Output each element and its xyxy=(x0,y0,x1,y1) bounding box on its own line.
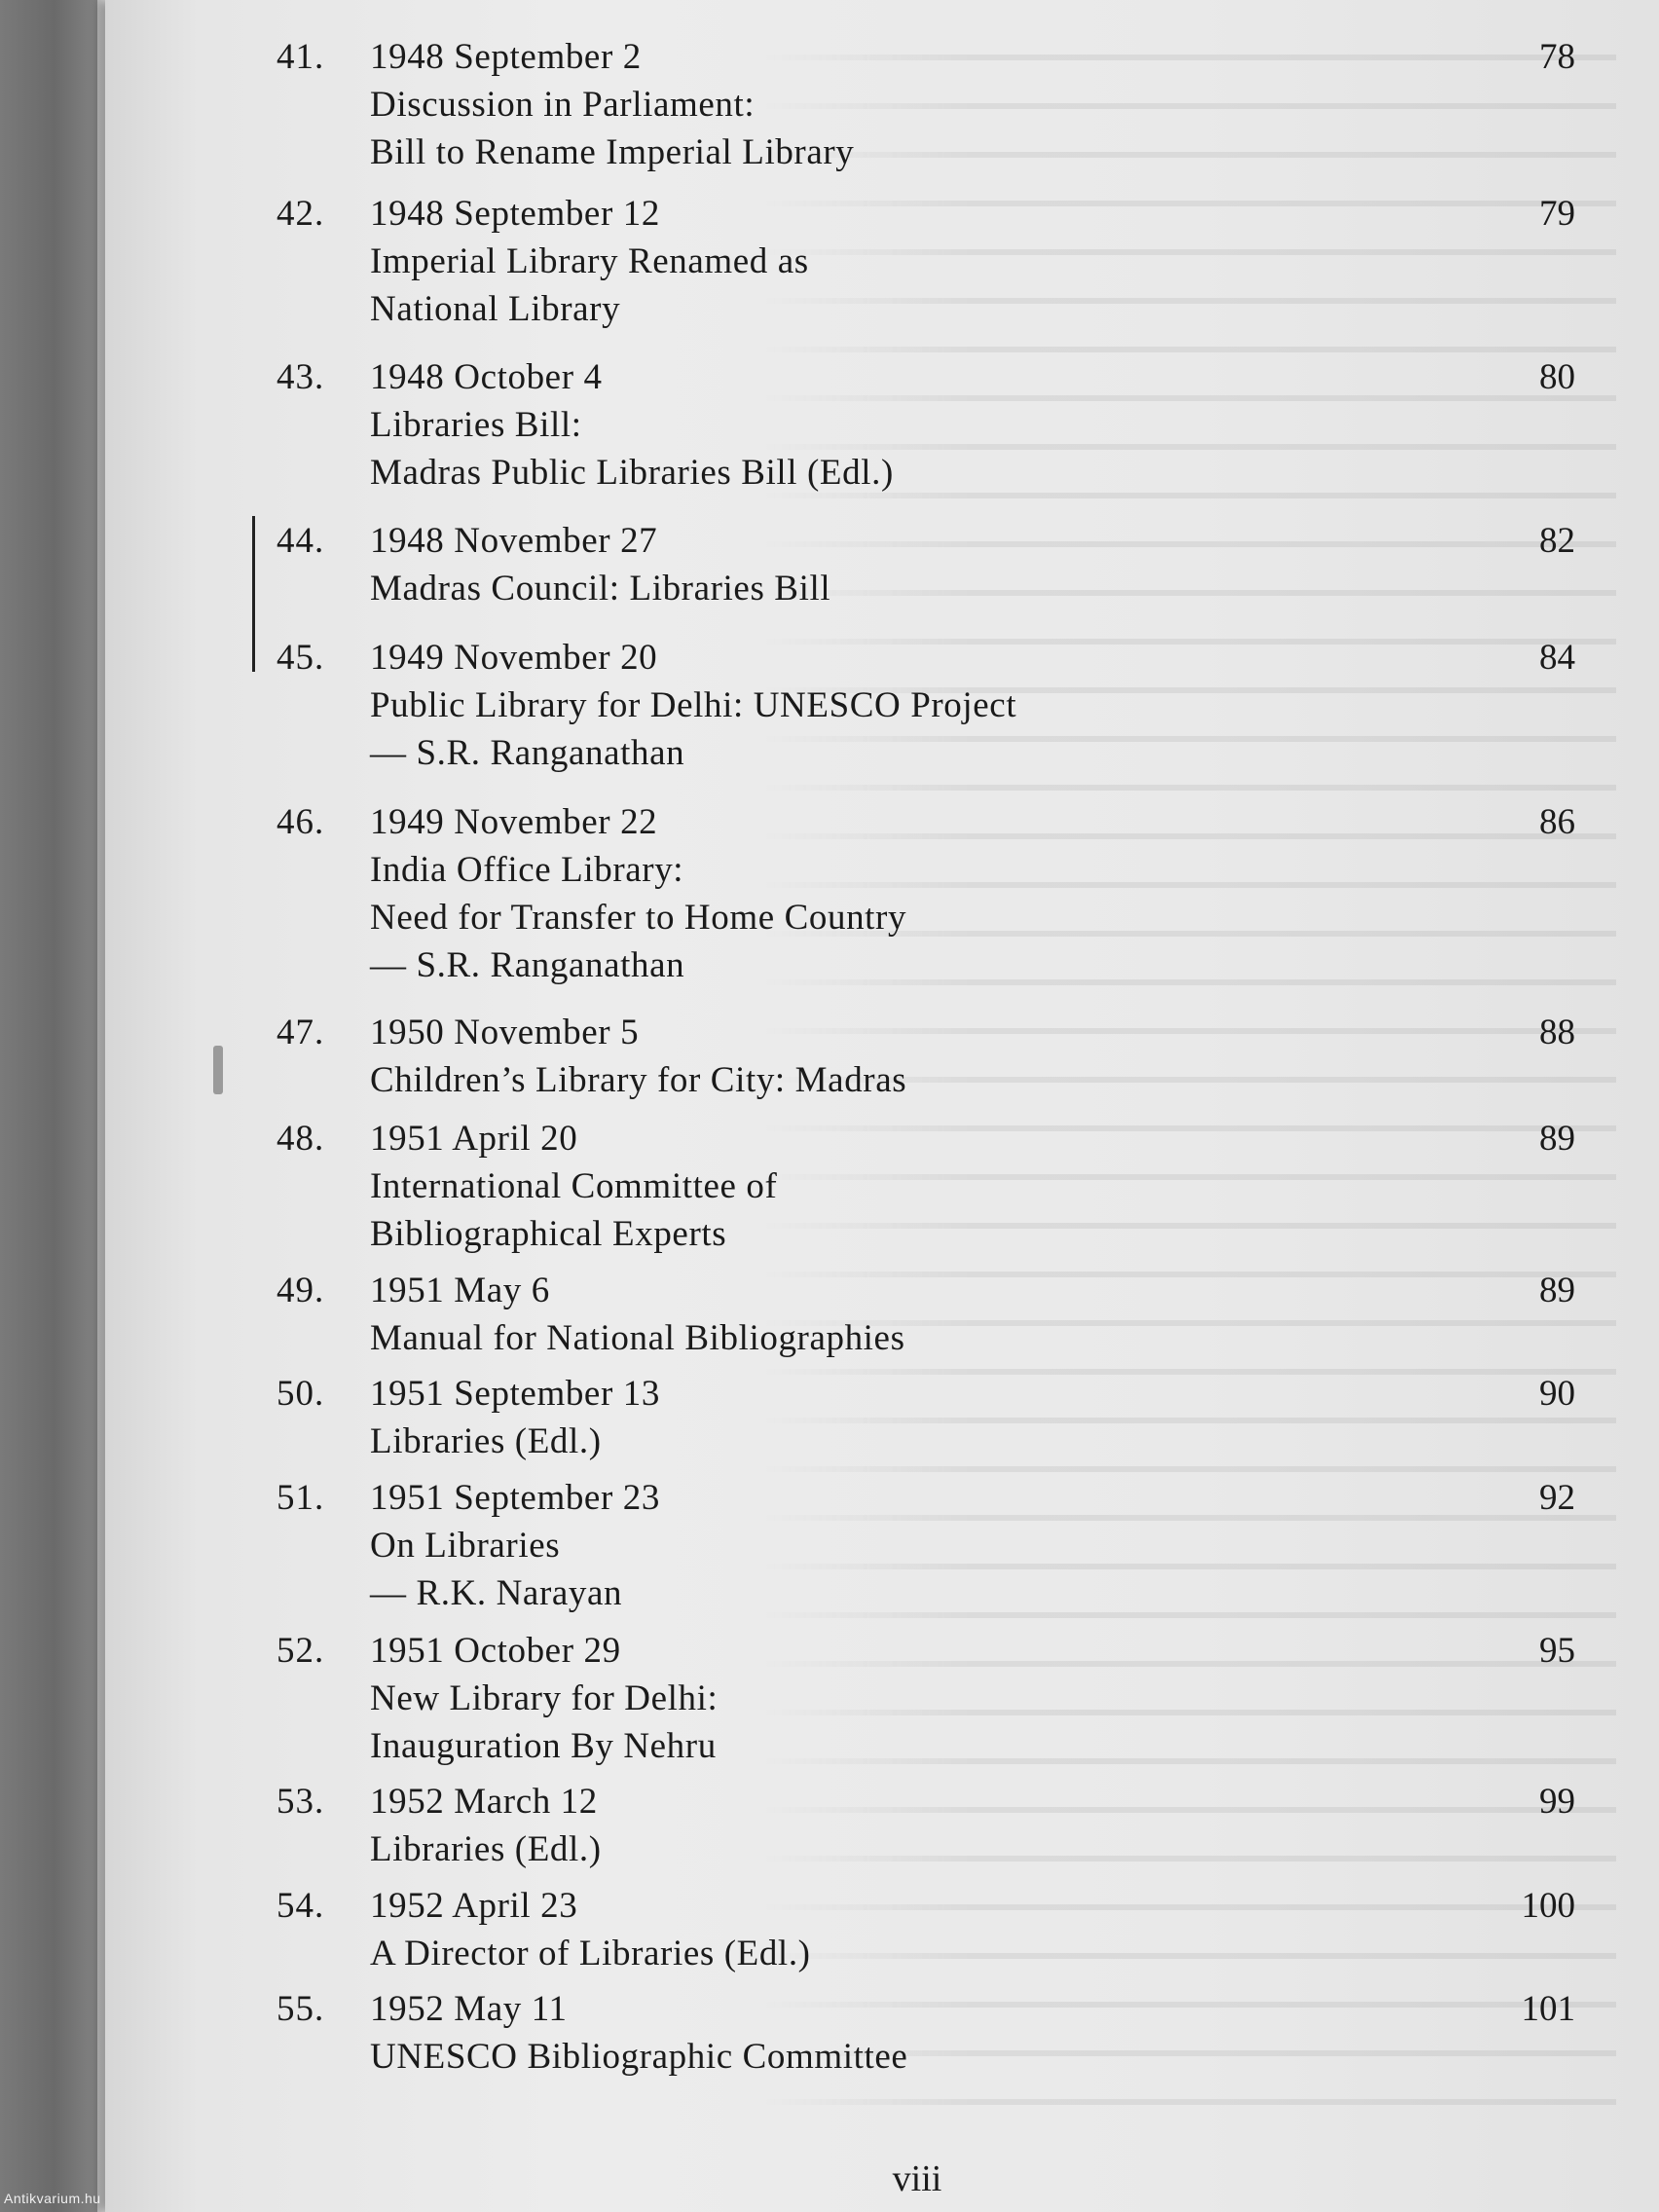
entry-page-number: 95 xyxy=(1539,1631,1575,1671)
entry-title-line: Madras Council: Libraries Bill xyxy=(370,569,831,608)
entry-title-line: — S.R. Ranganathan xyxy=(370,733,685,773)
entry-number: 47. xyxy=(276,1013,325,1052)
entry-title-line: Need for Transfer to Home Country xyxy=(370,898,907,938)
entry-date: 1952 May 11 xyxy=(370,1989,568,2029)
entry-number: 50. xyxy=(276,1374,325,1414)
entry-text xyxy=(370,1115,1538,1258)
entry-text xyxy=(370,1882,1538,1977)
entry-text xyxy=(370,1627,1538,1770)
entry-title-line: — R.K. Narayan xyxy=(370,1573,623,1613)
entry-page-number: 99 xyxy=(1539,1782,1575,1822)
entry-title-line: New Library for Delhi: xyxy=(370,1678,719,1718)
entry-number: 41. xyxy=(276,37,325,77)
entry-date: 1951 May 6 xyxy=(370,1271,550,1310)
entry-text xyxy=(370,1474,1538,1617)
entry-title-line: Libraries (Edl.) xyxy=(370,1421,602,1461)
entry-text xyxy=(370,353,1538,497)
entry-title-line: On Libraries xyxy=(370,1526,561,1566)
margin-pencil-mark xyxy=(252,516,255,672)
entry-number: 44. xyxy=(276,521,325,561)
entry-date: 1951 September 13 xyxy=(370,1374,660,1414)
entry-text xyxy=(370,1370,1538,1465)
entry-title-line: Discussion in Parliament: xyxy=(370,85,756,125)
entry-date: 1949 November 20 xyxy=(370,638,658,678)
entry-title-line: Bibliographical Experts xyxy=(370,1214,727,1254)
entry-text xyxy=(370,798,1538,989)
entry-page-number: 90 xyxy=(1539,1374,1575,1414)
entry-title-line: Bill to Rename Imperial Library xyxy=(370,132,855,172)
entry-title-line: Libraries Bill: xyxy=(370,405,582,445)
entry-date: 1948 October 4 xyxy=(370,357,603,397)
entry-page-number: 82 xyxy=(1539,521,1575,561)
entry-number: 53. xyxy=(276,1782,325,1822)
entry-page-number: 78 xyxy=(1539,37,1575,77)
entry-title-line: National Library xyxy=(370,289,621,329)
entry-text xyxy=(370,1778,1538,1873)
entry-text xyxy=(370,517,1538,612)
entry-page-number: 79 xyxy=(1539,194,1575,234)
entry-title-line: Children’s Library for City: Madras xyxy=(370,1060,907,1100)
entry-title-line: International Committee of xyxy=(370,1166,778,1206)
entry-number: 48. xyxy=(276,1119,325,1159)
entry-title-line: Inauguration By Nehru xyxy=(370,1726,717,1766)
entry-page-number: 89 xyxy=(1539,1119,1575,1159)
entry-date: 1948 September 12 xyxy=(370,194,660,234)
entry-number: 54. xyxy=(276,1886,325,1926)
entry-title-line: Libraries (Edl.) xyxy=(370,1829,602,1869)
entry-page-number: 89 xyxy=(1539,1271,1575,1310)
entry-text xyxy=(370,33,1538,176)
entry-date: 1948 November 27 xyxy=(370,521,658,561)
entry-text xyxy=(370,1009,1538,1104)
entry-page-number: 86 xyxy=(1539,802,1575,842)
watermark: Antikvarium.hu xyxy=(4,2191,101,2206)
entry-text xyxy=(370,1985,1538,2081)
entry-date: 1950 November 5 xyxy=(370,1013,640,1052)
entry-text xyxy=(370,634,1538,777)
entry-date: 1951 October 29 xyxy=(370,1631,621,1671)
entry-number: 51. xyxy=(276,1478,325,1518)
entry-number: 45. xyxy=(276,638,325,678)
entry-title-line: Madras Public Libraries Bill (Edl.) xyxy=(370,453,894,493)
entry-date: 1951 September 23 xyxy=(370,1478,660,1518)
entry-title-line: UNESCO Bibliographic Committee xyxy=(370,2037,908,2077)
entry-date: 1948 September 2 xyxy=(370,37,642,77)
entry-number: 52. xyxy=(276,1631,325,1671)
entry-title-line: A Director of Libraries (Edl.) xyxy=(370,1934,811,1973)
entry-text xyxy=(370,1267,1538,1362)
entry-date: 1952 April 23 xyxy=(370,1886,578,1926)
page-number: viii xyxy=(892,2158,942,2199)
entry-title-line: Imperial Library Renamed as xyxy=(370,241,809,281)
entry-date: 1949 November 22 xyxy=(370,802,658,842)
entry-text xyxy=(370,190,1538,333)
entry-number: 55. xyxy=(276,1989,325,2029)
entry-title-line: Manual for National Bibliographies xyxy=(370,1318,905,1358)
entry-page-number: 84 xyxy=(1539,638,1575,678)
entry-date: 1952 March 12 xyxy=(370,1782,598,1822)
margin-smudge xyxy=(213,1046,223,1094)
entry-page-number: 101 xyxy=(1521,1989,1575,2029)
entry-title-line: India Office Library: xyxy=(370,850,684,890)
entry-number: 49. xyxy=(276,1271,325,1310)
entry-page-number: 88 xyxy=(1539,1013,1575,1052)
entry-page-number: 92 xyxy=(1539,1478,1575,1518)
entry-number: 43. xyxy=(276,357,325,397)
entry-page-number: 100 xyxy=(1521,1886,1575,1926)
entry-number: 42. xyxy=(276,194,325,234)
entry-number: 46. xyxy=(276,802,325,842)
entry-title-line: Public Library for Delhi: UNESCO Project xyxy=(370,685,1017,725)
entry-page-number: 80 xyxy=(1539,357,1575,397)
entry-date: 1951 April 20 xyxy=(370,1119,578,1159)
entry-title-line: — S.R. Ranganathan xyxy=(370,945,685,985)
